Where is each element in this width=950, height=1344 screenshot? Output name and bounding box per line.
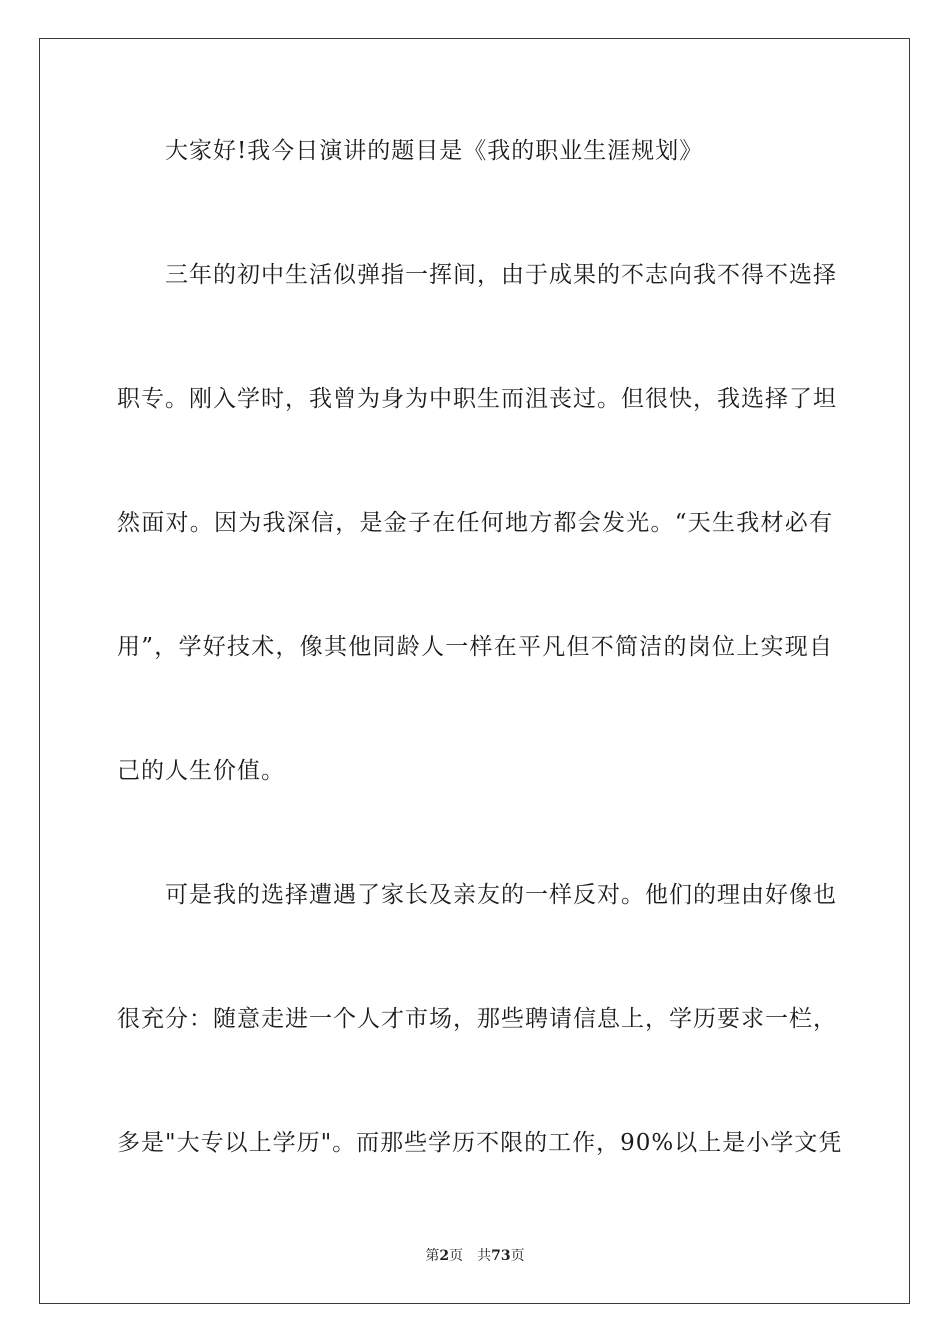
page-prefix: 第 xyxy=(425,1248,440,1264)
total-prefix: 共 xyxy=(477,1248,492,1264)
paragraph-3-line-3: 多是"大专以上学历"。而那些学历不限的工作，90%以上是小学文凭 xyxy=(117,1130,843,1156)
page-border xyxy=(39,38,910,1304)
paragraph-2-line-2: 职专。刚入学时，我曾为身为中职生而沮丧过。但很快，我选择了坦 xyxy=(117,386,837,412)
paragraph-2-line-4: 用”，学好技术，像其他同龄人一样在平凡但不简洁的岗位上实现自 xyxy=(117,634,833,660)
paragraph-3-line-2: 很充分：随意走进一个人才市场，那些聘请信息上，学历要求一栏， xyxy=(117,1006,837,1032)
paragraph-2-line-3: 然面对。因为我深信，是金子在任何地方都会发光。“天生我材必有 xyxy=(117,510,833,536)
paragraph-3-line-1: 可是我的选择遭遇了家长及亲友的一样反对。他们的理由好像也 xyxy=(165,882,837,908)
total-suffix: 页 xyxy=(510,1248,525,1264)
page-suffix: 页 xyxy=(449,1248,464,1264)
total-pages: 73 xyxy=(491,1248,511,1264)
page-footer xyxy=(0,1246,950,1266)
paragraph-2-line-5: 己的人生价值。 xyxy=(117,758,285,784)
page-number: 2 xyxy=(439,1248,450,1264)
paragraph-1-line-1: 大家好!我今日演讲的题目是《我的职业生涯规划》 xyxy=(165,138,704,164)
paragraph-2-line-1: 三年的初中生活似弹指一挥间，由于成果的不志向我不得不选择 xyxy=(165,262,837,288)
